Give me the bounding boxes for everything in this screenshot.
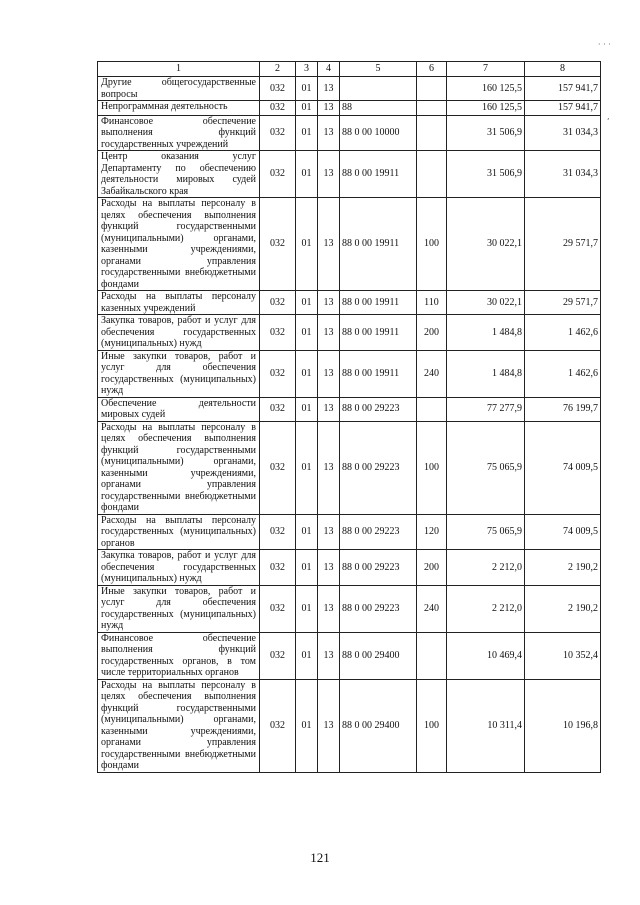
target-article-cell: 88 0 00 29223	[340, 421, 417, 514]
column-header: 3	[296, 62, 318, 77]
code-gov-cell: 032	[260, 514, 296, 550]
column-header: 4	[318, 62, 340, 77]
section-cell: 01	[296, 679, 318, 772]
target-article-cell: 88	[340, 101, 417, 116]
amount-1-cell: 75 065,9	[447, 514, 525, 550]
section-cell: 01	[296, 77, 318, 101]
table-row	[98, 350, 601, 397]
section-cell: 01	[296, 101, 318, 116]
table-row	[98, 421, 601, 514]
expense-type-cell: 120	[417, 514, 447, 550]
subsection-cell: 13	[318, 315, 340, 351]
table-row	[98, 514, 601, 550]
section-cell: 01	[296, 585, 318, 632]
section-cell: 01	[296, 397, 318, 421]
column-header: 7	[447, 62, 525, 77]
table-row	[98, 115, 601, 151]
target-article-cell: 88 0 00 19911	[340, 198, 417, 291]
code-gov-cell: 032	[260, 632, 296, 679]
amount-2-cell: 1 462,6	[525, 315, 601, 351]
row-name-cell: Иные закупки товаров, работ и услуг для обеспечения государственных (муниципальных) нужд	[98, 585, 260, 632]
row-name-cell: Закупка товаров, работ и услуг для обеспечения государственных (муниципальных) нужд	[98, 550, 260, 586]
code-gov-cell: 032	[260, 198, 296, 291]
section-cell: 01	[296, 632, 318, 679]
page-number: 121	[310, 850, 330, 865]
amount-1-cell: 10 469,4	[447, 632, 525, 679]
subsection-cell: 13	[318, 397, 340, 421]
expense-type-cell	[417, 101, 447, 116]
code-gov-cell: 032	[260, 315, 296, 351]
column-header: 5	[340, 62, 417, 77]
subsection-cell: 13	[318, 151, 340, 198]
scan-speck: · · ·	[598, 40, 611, 49]
amount-2-cell: 29 571,7	[525, 198, 601, 291]
table-row	[98, 397, 601, 421]
amount-1-cell: 77 277,9	[447, 397, 525, 421]
amount-2-cell: 10 352,4	[525, 632, 601, 679]
row-name-cell: Расходы на выплаты персоналу в целях обеспечения выполнения функций государственными (муниципальными) органами, казенными учреждениями, органами управления государственными внебюджетными фондами	[98, 198, 260, 291]
amount-2-cell: 74 009,5	[525, 514, 601, 550]
table-row	[98, 291, 601, 315]
subsection-cell: 13	[318, 514, 340, 550]
subsection-cell: 13	[318, 350, 340, 397]
subsection-cell: 13	[318, 632, 340, 679]
table-row	[98, 77, 601, 101]
section-cell: 01	[296, 115, 318, 151]
table-body	[98, 77, 601, 773]
amount-2-cell: 2 190,2	[525, 550, 601, 586]
row-name-cell: Расходы на выплаты персоналу в целях обеспечения выполнения функций государственными (муниципальными) органами, казенными учреждениями, органами управления государственными внебюджетными фондами	[98, 679, 260, 772]
amount-1-cell: 2 212,0	[447, 585, 525, 632]
target-article-cell: 88 0 00 19911	[340, 151, 417, 198]
code-gov-cell: 032	[260, 397, 296, 421]
amount-1-cell: 75 065,9	[447, 421, 525, 514]
scan-speck: ,	[607, 112, 610, 121]
column-header: 8	[525, 62, 601, 77]
amount-1-cell: 160 125,5	[447, 101, 525, 116]
target-article-cell: 88 0 00 29400	[340, 632, 417, 679]
amount-1-cell: 2 212,0	[447, 550, 525, 586]
budget-table	[97, 61, 601, 773]
code-gov-cell: 032	[260, 101, 296, 116]
row-name-cell: Расходы на выплаты персоналу казенных учреждений	[98, 291, 260, 315]
table-row	[98, 101, 601, 116]
amount-2-cell: 74 009,5	[525, 421, 601, 514]
expense-type-cell	[417, 397, 447, 421]
row-name-cell: Расходы на выплаты персоналу государственных (муниципальных) органов	[98, 514, 260, 550]
section-cell: 01	[296, 291, 318, 315]
amount-2-cell: 29 571,7	[525, 291, 601, 315]
table-row	[98, 585, 601, 632]
row-name-cell: Другие общегосударственные вопросы	[98, 77, 260, 101]
amount-1-cell: 1 484,8	[447, 350, 525, 397]
expense-type-cell: 240	[417, 350, 447, 397]
subsection-cell: 13	[318, 585, 340, 632]
amount-2-cell: 157 941,7	[525, 77, 601, 101]
target-article-cell: 88 0 00 29223	[340, 585, 417, 632]
row-name-cell: Закупка товаров, работ и услуг для обеспечения государственных (муниципальных) нужд	[98, 315, 260, 351]
row-name-cell: Финансовое обеспечение выполнения функций государственных органов, в том числе территориальных органов	[98, 632, 260, 679]
expense-type-cell: 110	[417, 291, 447, 315]
column-header: 2	[260, 62, 296, 77]
table-row	[98, 151, 601, 198]
expense-type-cell: 200	[417, 315, 447, 351]
target-article-cell: 88 0 00 29400	[340, 679, 417, 772]
subsection-cell: 13	[318, 101, 340, 116]
expense-type-cell: 100	[417, 198, 447, 291]
section-cell: 01	[296, 421, 318, 514]
code-gov-cell: 032	[260, 585, 296, 632]
expense-type-cell: 100	[417, 421, 447, 514]
amount-2-cell: 2 190,2	[525, 585, 601, 632]
code-gov-cell: 032	[260, 421, 296, 514]
target-article-cell: 88 0 00 29223	[340, 514, 417, 550]
expense-type-cell: 200	[417, 550, 447, 586]
code-gov-cell: 032	[260, 350, 296, 397]
code-gov-cell: 032	[260, 151, 296, 198]
amount-1-cell: 31 506,9	[447, 151, 525, 198]
row-name-cell: Иные закупки товаров, работ и услуг для обеспечения государственных (муниципальных) нужд	[98, 350, 260, 397]
amount-2-cell: 157 941,7	[525, 101, 601, 116]
subsection-cell: 13	[318, 198, 340, 291]
code-gov-cell: 032	[260, 679, 296, 772]
amount-1-cell: 31 506,9	[447, 115, 525, 151]
amount-2-cell: 10 196,8	[525, 679, 601, 772]
amount-1-cell: 160 125,5	[447, 77, 525, 101]
amount-2-cell: 76 199,7	[525, 397, 601, 421]
row-name-cell: Непрограммная деятельность	[98, 101, 260, 116]
target-article-cell: 88 0 00 19911	[340, 350, 417, 397]
amount-2-cell: 1 462,6	[525, 350, 601, 397]
section-cell: 01	[296, 315, 318, 351]
expense-type-cell: 240	[417, 585, 447, 632]
subsection-cell: 13	[318, 679, 340, 772]
code-gov-cell: 032	[260, 115, 296, 151]
target-article-cell: 88 0 00 29223	[340, 550, 417, 586]
section-cell: 01	[296, 350, 318, 397]
section-cell: 01	[296, 514, 318, 550]
code-gov-cell: 032	[260, 550, 296, 586]
row-name-cell: Расходы на выплаты персоналу в целях обеспечения выполнения функций государственными (муниципальными) органами, казенными учреждениями, органами управления государственными внебюджетными фондами	[98, 421, 260, 514]
target-article-cell: 88 0 00 19911	[340, 291, 417, 315]
table-row	[98, 679, 601, 772]
section-cell: 01	[296, 198, 318, 291]
target-article-cell: 88 0 00 19911	[340, 315, 417, 351]
expense-type-cell	[417, 115, 447, 151]
column-header: 1	[98, 62, 260, 77]
row-name-cell: Обеспечение деятельности мировых судей	[98, 397, 260, 421]
table-row	[98, 550, 601, 586]
amount-1-cell: 1 484,8	[447, 315, 525, 351]
table-row	[98, 632, 601, 679]
subsection-cell: 13	[318, 291, 340, 315]
target-article-cell: 88 0 00 29223	[340, 397, 417, 421]
table-row	[98, 315, 601, 351]
section-cell: 01	[296, 550, 318, 586]
subsection-cell: 13	[318, 421, 340, 514]
column-header: 6	[417, 62, 447, 77]
amount-1-cell: 30 022,1	[447, 291, 525, 315]
expense-type-cell	[417, 632, 447, 679]
code-gov-cell: 032	[260, 291, 296, 315]
amount-2-cell: 31 034,3	[525, 115, 601, 151]
subsection-cell: 13	[318, 550, 340, 586]
target-article-cell: 88 0 00 10000	[340, 115, 417, 151]
amount-2-cell: 31 034,3	[525, 151, 601, 198]
code-gov-cell: 032	[260, 77, 296, 101]
amount-1-cell: 30 022,1	[447, 198, 525, 291]
expense-type-cell	[417, 77, 447, 101]
table-header-row	[98, 62, 601, 77]
row-name-cell: Центр оказания услуг Департаменту по обеспечению деятельности мировых судей Забайкальского края	[98, 151, 260, 198]
expense-type-cell: 100	[417, 679, 447, 772]
subsection-cell: 13	[318, 77, 340, 101]
table-row	[98, 198, 601, 291]
target-article-cell	[340, 77, 417, 101]
subsection-cell: 13	[318, 115, 340, 151]
row-name-cell: Финансовое обеспечение выполнения функций государственных учреждений	[98, 115, 260, 151]
section-cell: 01	[296, 151, 318, 198]
expense-type-cell	[417, 151, 447, 198]
amount-1-cell: 10 311,4	[447, 679, 525, 772]
